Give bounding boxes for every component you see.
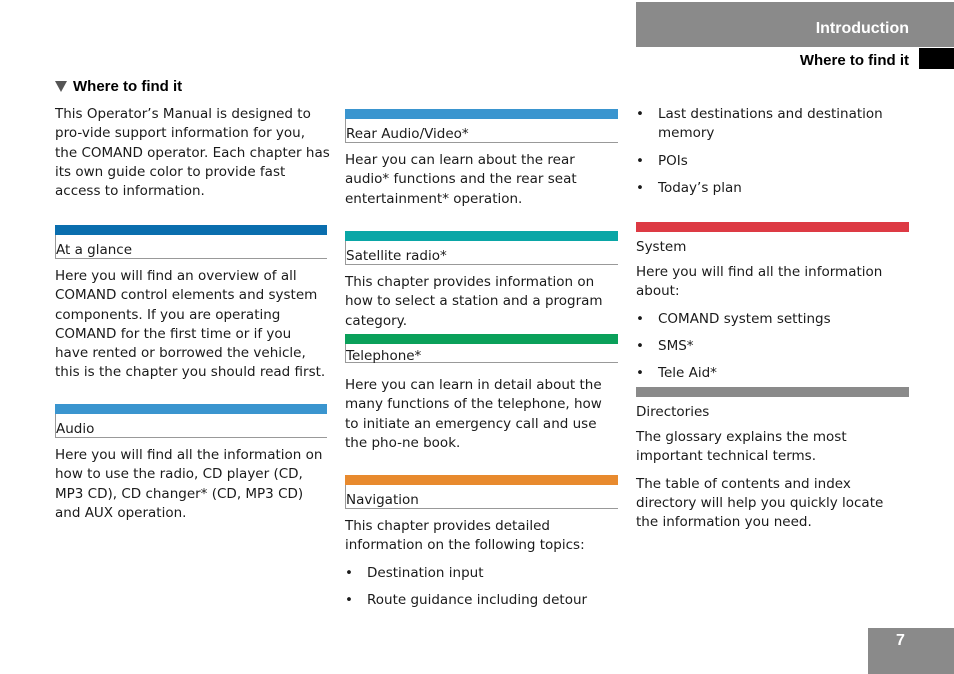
bullet-list — [636, 310, 909, 384]
block-body-text: Hear you can learn about the rear audio* functions and the rear seat entertainment* operation. — [345, 152, 577, 207]
chapter-tab — [919, 48, 954, 69]
intro-paragraph — [55, 105, 330, 201]
list-item: • Route guidance including detour — [345, 591, 618, 610]
list-item: • POIs — [636, 152, 909, 171]
block-body — [636, 428, 909, 532]
block-body — [345, 151, 618, 209]
block-body — [636, 263, 909, 383]
chapter-title: Introduction — [815, 20, 909, 37]
block-title — [345, 344, 618, 363]
block-title-text: System — [636, 239, 687, 255]
block-title-text: Directories — [636, 404, 710, 420]
system-block — [636, 222, 909, 391]
list-item: • COMAND system settings — [636, 310, 909, 329]
page-number: 7 — [896, 632, 905, 649]
directories-block — [636, 387, 909, 532]
at-a-glance-block — [55, 225, 327, 383]
block-title-text: Rear Audio/Video* — [346, 126, 469, 142]
guide-color-bar — [55, 404, 327, 414]
bullet-list — [345, 564, 618, 611]
block-body — [345, 376, 618, 453]
block-body-text: Here you will find all the information on how to use the radio, CD player (CD, MP3 CD), CD changer* (CD, MP3 CD) and AUX operation. — [55, 447, 323, 521]
block-title — [55, 414, 327, 438]
block-title — [636, 232, 909, 255]
section-heading — [55, 78, 182, 95]
block-body-text: Here you will find all the information about: — [636, 264, 883, 300]
navigation-block — [345, 475, 618, 618]
block-body-text: Here you can learn in detail about the many functions of the telephone, how to initiate an emergency call and use the pho-ne book. — [345, 377, 602, 451]
section-subtitle: Where to find it — [799, 52, 909, 69]
intro-text: This Operator’s Manual is designed to pro-vide support information for you, the COMAND operator. Each chapter has its own guide color to provide fast access to information. — [55, 106, 330, 200]
block-title-text: Telephone* — [346, 348, 422, 364]
guide-color-bar — [636, 222, 909, 232]
telephone-block — [345, 334, 618, 453]
list-item: • Today’s plan — [636, 179, 909, 198]
block-body-text: This chapter provides information on how to select a station and a program category. — [345, 274, 603, 329]
block-body — [345, 273, 618, 331]
triangle-down-icon — [55, 81, 67, 92]
block-body — [55, 267, 327, 383]
list-item: • SMS* — [636, 337, 909, 356]
guide-color-bar — [345, 334, 618, 344]
block-body — [55, 446, 327, 523]
block-body-text: Here you will find an overview of all COMAND control elements and system components. If you are operating COMAND for the first time or if you have rented or borrowed the vehicle, this is the chapter you should read first. — [55, 268, 326, 381]
block-title — [345, 485, 618, 509]
list-item: • Destination input — [345, 564, 618, 583]
guide-color-bar — [345, 109, 618, 119]
guide-color-bar — [55, 225, 327, 235]
satellite-radio-block — [345, 231, 618, 331]
guide-color-bar — [636, 387, 909, 397]
list-item: • Last destinations and destination memory — [636, 105, 909, 144]
block-body-text: The table of contents and index directory will help you quickly locate the information you need. — [636, 475, 884, 531]
bullet-list — [636, 105, 909, 198]
section-heading-text: Where to find it — [73, 78, 183, 95]
block-title-text: Audio — [56, 421, 95, 437]
block-title — [636, 397, 909, 420]
rear-audio-block — [345, 109, 618, 209]
page-number-box — [868, 628, 954, 674]
guide-color-bar — [345, 231, 618, 241]
block-body-text: This chapter provides detailed information on the following topics: — [345, 518, 585, 554]
audio-block — [55, 404, 327, 523]
list-item: • Tele Aid* — [636, 364, 909, 383]
block-title-text: Satellite radio* — [346, 248, 447, 264]
block-title — [55, 235, 327, 259]
block-title — [345, 119, 618, 143]
block-body — [345, 517, 618, 610]
block-title-text: Navigation — [346, 492, 419, 508]
block-body-text: The glossary explains the most important technical terms. — [636, 429, 847, 465]
navigation-continued — [636, 105, 909, 206]
block-title-text: At a glance — [56, 242, 133, 258]
block-title — [345, 241, 618, 265]
guide-color-bar — [345, 475, 618, 485]
